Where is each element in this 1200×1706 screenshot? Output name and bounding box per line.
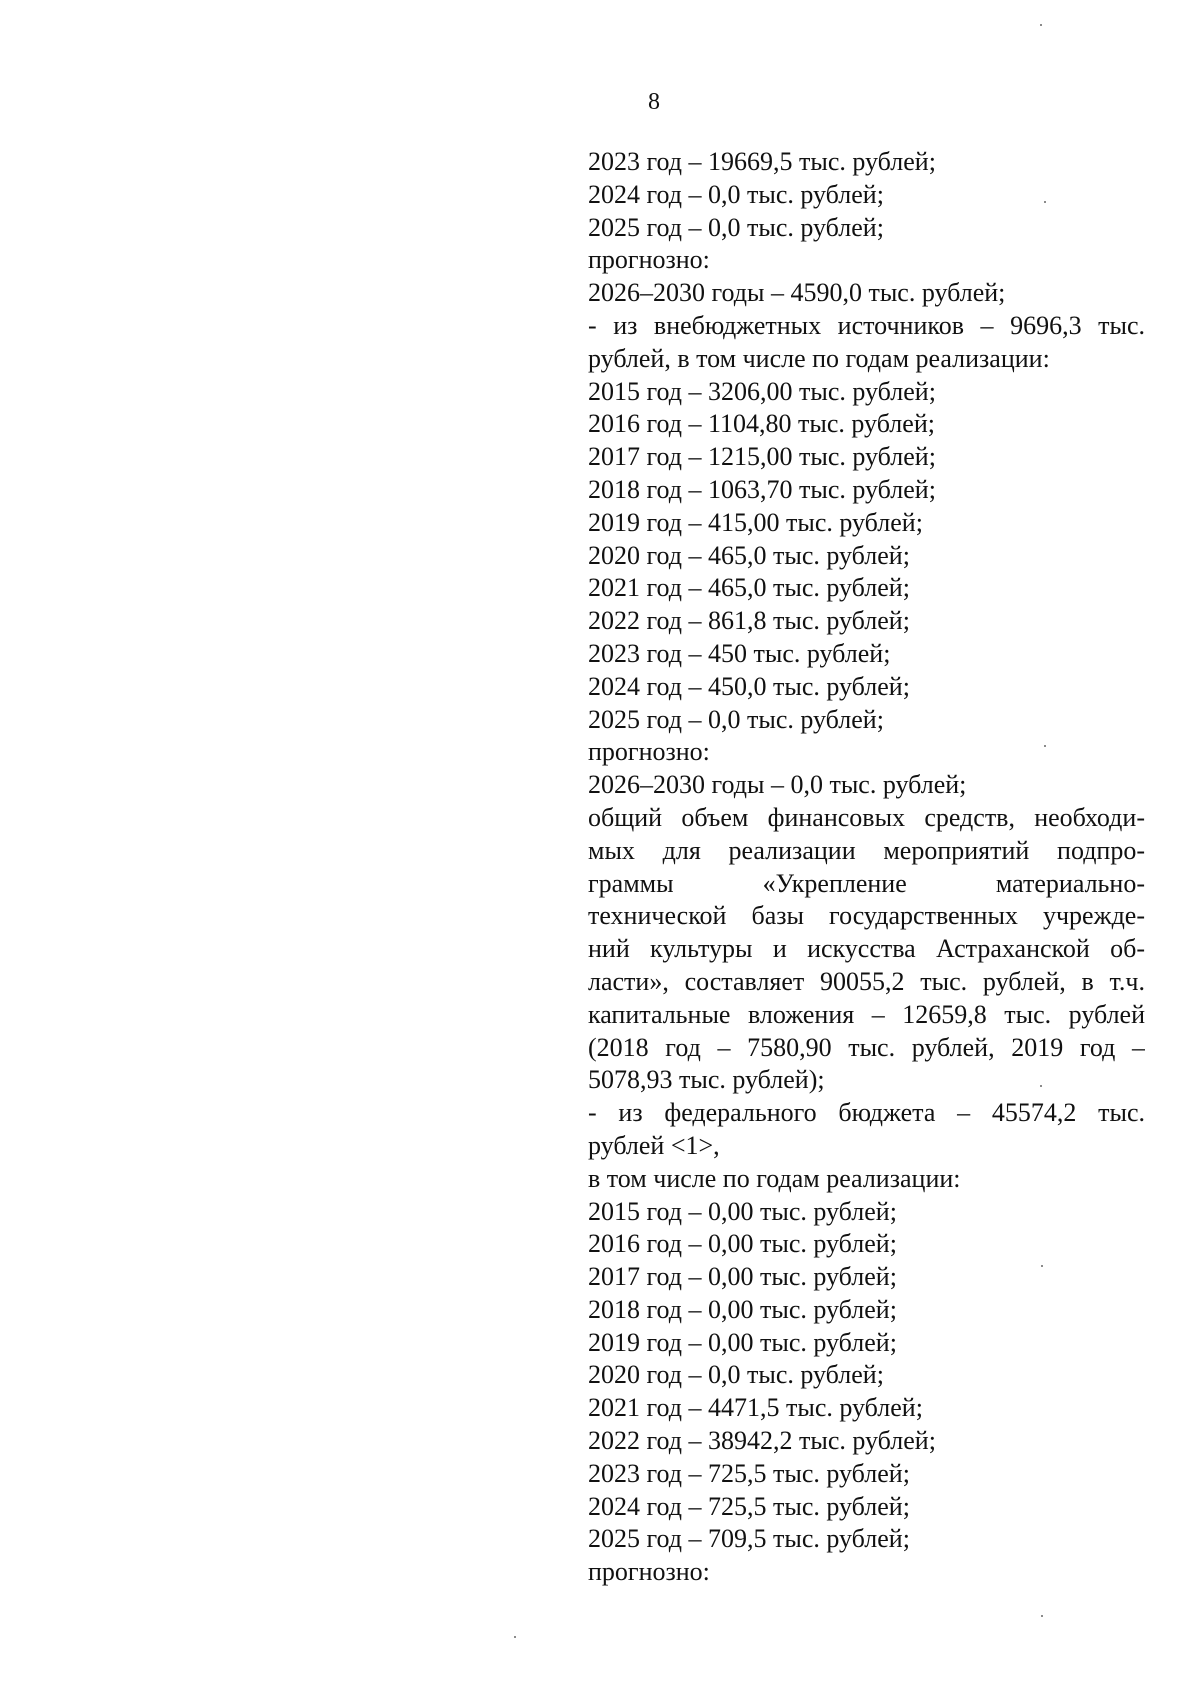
text-line: 2024 год – 725,5 тыс. рублей;: [588, 1491, 910, 1521]
text-line: (2018 год – 7580,90 тыс. рублей, 2019 год –: [588, 1032, 1145, 1062]
text-line: 2024 год – 450,0 тыс. рублей;: [588, 671, 910, 701]
scan-speck: [1044, 745, 1046, 747]
text-line: 2017 год – 1215,00 тыс. рублей;: [588, 442, 936, 472]
text-line: 2015 год – 0,00 тыс. рублей;: [588, 1196, 897, 1226]
text-line: 2021 год – 4471,5 тыс. рублей;: [588, 1393, 923, 1423]
scan-speck: [1041, 1265, 1043, 1267]
text-line: 2021 год – 465,0 тыс. рублей;: [588, 573, 910, 603]
text-line: прогнозно:: [588, 1557, 710, 1587]
text-line: - из федерального бюджета – 45574,2 тыс.: [588, 1098, 1145, 1128]
text-line: капитальные вложения – 12659,8 тыс. рублей: [588, 999, 1145, 1029]
text-line: 2026–2030 годы – 4590,0 тыс. рублей;: [588, 278, 1006, 308]
text-line: ласти», составляет 90055,2 тыс. рублей, в т.ч.: [588, 966, 1145, 996]
text-line: 2016 год – 1104,80 тыс. рублей;: [588, 409, 935, 439]
text-line: - из внебюджетных источников – 9696,3 тыс.: [588, 310, 1145, 340]
text-line: рублей, в том числе по годам реализации:: [588, 343, 1050, 373]
text-line: общий объем финансовых средств, необходи-: [588, 802, 1145, 832]
text-line: 2015 год – 3206,00 тыс. рублей;: [588, 376, 936, 406]
scan-speck: [514, 1636, 516, 1638]
scan-speck: [1041, 1615, 1043, 1617]
text-line: 2023 год – 19669,5 тыс. рублей;: [588, 147, 936, 176]
text-line: 2018 год – 0,00 тыс. рублей;: [588, 1294, 897, 1324]
text-line: 2026–2030 годы – 0,0 тыс. рублей;: [588, 770, 967, 800]
text-line: 2024 год – 0,0 тыс. рублей;: [588, 179, 884, 209]
scan-speck: [1044, 201, 1046, 203]
text-line: технической базы государственных учрежде-: [588, 901, 1145, 931]
text-line: 2025 год – 0,0 тыс. рублей;: [588, 212, 884, 242]
text-line: мых для реализации мероприятий подпро-: [588, 835, 1145, 865]
text-line: 2018 год – 1063,70 тыс. рублей;: [588, 474, 936, 504]
text-line: рублей <1>,: [588, 1130, 720, 1160]
page-number: 8: [648, 89, 660, 115]
text-line: 2022 год – 38942,2 тыс. рублей;: [588, 1426, 936, 1456]
text-line: 2020 год – 465,0 тыс. рублей;: [588, 540, 910, 570]
text-line: 2019 год – 0,00 тыс. рублей;: [588, 1327, 897, 1357]
text-line: 2020 год – 0,0 тыс. рублей;: [588, 1360, 884, 1390]
text-line: граммы «Укрепление материально-: [588, 868, 1145, 898]
text-line: 2016 год – 0,00 тыс. рублей;: [588, 1229, 897, 1259]
text-line: 5078,93 тыс. рублей);: [588, 1065, 825, 1095]
text-line: 2025 год – 0,0 тыс. рублей;: [588, 704, 884, 734]
text-line: 2023 год – 450 тыс. рублей;: [588, 638, 891, 668]
scan-speck: [1040, 1085, 1042, 1087]
text-line: прогнозно:: [588, 737, 710, 767]
text-line: 2017 год – 0,00 тыс. рублей;: [588, 1262, 897, 1292]
text-line: 2019 год – 415,00 тыс. рублей;: [588, 507, 923, 537]
text-line: ний культуры и искусства Астраханской об-: [588, 934, 1145, 964]
text-line: 2023 год – 725,5 тыс. рублей;: [588, 1458, 910, 1488]
text-line: 2022 год – 861,8 тыс. рублей;: [588, 606, 910, 636]
scan-speck: [1040, 24, 1042, 26]
text-line: в том числе по годам реализации:: [588, 1163, 961, 1193]
text-line: 2025 год – 709,5 тыс. рублей;: [588, 1524, 910, 1554]
text-line: прогнозно:: [588, 245, 710, 275]
document-body: [588, 146, 1145, 1589]
